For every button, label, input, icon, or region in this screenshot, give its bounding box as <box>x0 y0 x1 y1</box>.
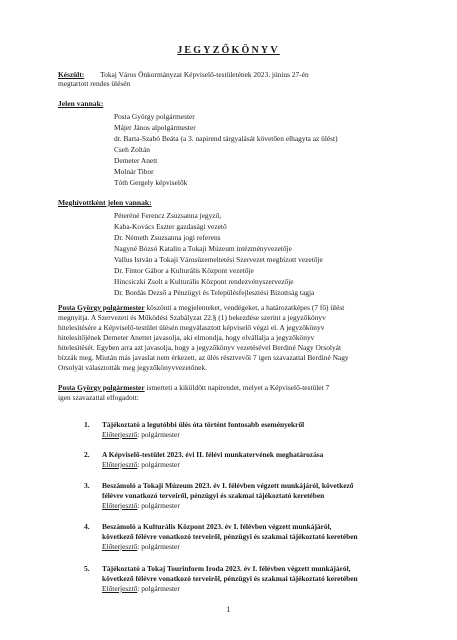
present-member: Tóth Gergely képviselők <box>114 178 188 187</box>
invited-member: Nagyné Bózsó Katalin a Tokaji Múzeum intézményvezetője <box>114 244 292 253</box>
para1-line: bízzák meg. Miután más javaslat nem érkezett, az ülés résztvevői 7 igen szavazattal Berdiné Nagy <box>58 353 349 362</box>
agenda-title: Tájékoztató a Tokaj Tourinform Iroda 2023. év I. félévben végzett munkájáról, <box>102 564 351 573</box>
invited-member: Dr. Németh Zsuzsanna jogi referens <box>114 233 221 242</box>
para1-line: hitelesítőjének Demeter Anettet javasolja, aki elmondja, hogy elvállalja a jegyzőkönyv <box>58 333 315 342</box>
agenda-number: 2. <box>84 450 90 459</box>
agenda-presenter: Előterjesztő: polgármester <box>102 460 180 469</box>
para1-line: hitelesítésére a Képviselő-testület ülésén megválasztott képviselő végzi el. A jegyzőkönyv <box>58 323 325 332</box>
intro-text: Tokaj Város Önkormányzat Képviselő-testületének 2023. június 27-én <box>100 70 309 79</box>
agenda-title: következő félévre vonatkozó terveiről, pénzügyi és szakmai tájékoztató keretében <box>102 574 358 583</box>
invited-member: Péteréné Ferencz Zsuzsanna jegyző, <box>114 211 222 220</box>
present-member: Posta György polgármester <box>114 112 195 121</box>
present-member: dr. Barta-Szabó Beáta (a 3. napirend tárgyalását követően elhagyta az ülést) <box>114 134 338 143</box>
intro-line-1 <box>58 70 309 79</box>
agenda-title: A Képviselő-testület 2023. évi II. félévi munkatervének meghatározása <box>102 450 324 459</box>
agenda-number: 4. <box>84 522 90 531</box>
para2-line: igen szavazattal elfogadott: <box>58 393 139 402</box>
agenda-title: Tájékoztató a legutóbbi ülés óta történt fontosabb eseményekről <box>102 420 305 429</box>
intro-label: Készült: <box>58 70 85 79</box>
para1-line: Posta György polgármester köszönti a megjelenteket, vendégeket, a határozatképes (7 fő) ülést <box>58 303 345 312</box>
para2-line: Posta György polgármester ismerteti a kiküldött napirendet, melyet a Képviselő-testület 7 <box>58 383 330 392</box>
para1-speaker: Posta György polgármester <box>58 303 145 312</box>
present-member: Májer János alpolgármester <box>114 123 196 132</box>
document-title: JEGYZŐKÖNYV <box>177 45 280 56</box>
agenda-title: félévre vonatkozó terveiről, pénzügyi és szakmai tájékoztató keretében <box>102 491 325 500</box>
para2-speaker: Posta György polgármester <box>58 383 145 392</box>
invited-member: Dr. Fintor Gábor a Kulturális Központ vezetője <box>114 266 254 275</box>
present-member: Demeter Anett <box>114 156 158 165</box>
agenda-presenter: Előterjesztő: polgármester <box>102 542 180 551</box>
present-label: Jelen vannak: <box>58 99 104 108</box>
invited-member: Hincsiczki Zsolt a Kulturális Központ rendezvényszervezője <box>114 277 294 286</box>
agenda-presenter: Előterjesztő: polgármester <box>102 430 180 439</box>
agenda-number: 3. <box>84 481 90 490</box>
present-member: Cseh Zoltán <box>114 145 150 154</box>
present-member: Molnár Tibor <box>114 167 154 176</box>
page-number: 1 <box>226 605 231 614</box>
invited-member: Kaba-Kovács Eszter gazdasági vezető <box>114 222 227 231</box>
invited-member: Vallus István a Tokaji Városüzemeltetési Szervezet megbízott vezetője <box>114 255 323 264</box>
invited-label: Meghívottként jelen vannak: <box>58 198 152 207</box>
agenda-title: következő félévre vonatkozó terveiről, pénzügyi és szakmai tájékoztató keretében <box>102 532 358 541</box>
agenda-number: 5. <box>84 564 90 573</box>
agenda-title: Beszámoló a Tokaji Múzeum 2023. év I. félévben végzett munkájáról, következő <box>102 481 354 490</box>
agenda-presenter: Előterjesztő: polgármester <box>102 501 180 510</box>
para1-line: megnyitja. A Szervezeti és Működési Szabályzat 22.§ (1) bekezdése szerint a jegyzőkönyv <box>58 313 326 322</box>
agenda-title: Beszámoló a Kulturális Központ 2023. év I. félévben végzett munkájáról, <box>102 522 332 531</box>
para1-line: hitelesítését. Egyben arra azt javasolja, hogy a jegyzőkönyv vezetésével Berdiné Nagy Orsolyát <box>58 343 341 352</box>
agenda-presenter: Előterjesztő: polgármester <box>102 584 180 593</box>
agenda-number: 1. <box>84 420 90 429</box>
intro-line-2: megtartott rendes ülésén <box>58 79 131 88</box>
para1-line: Orsolyát választották meg jegyzőkönyvvezetőnek. <box>58 363 207 372</box>
invited-member: Dr. Bordás Dezső a Pénzügyi és Településfejlesztési Bizottság tagja <box>114 288 315 297</box>
